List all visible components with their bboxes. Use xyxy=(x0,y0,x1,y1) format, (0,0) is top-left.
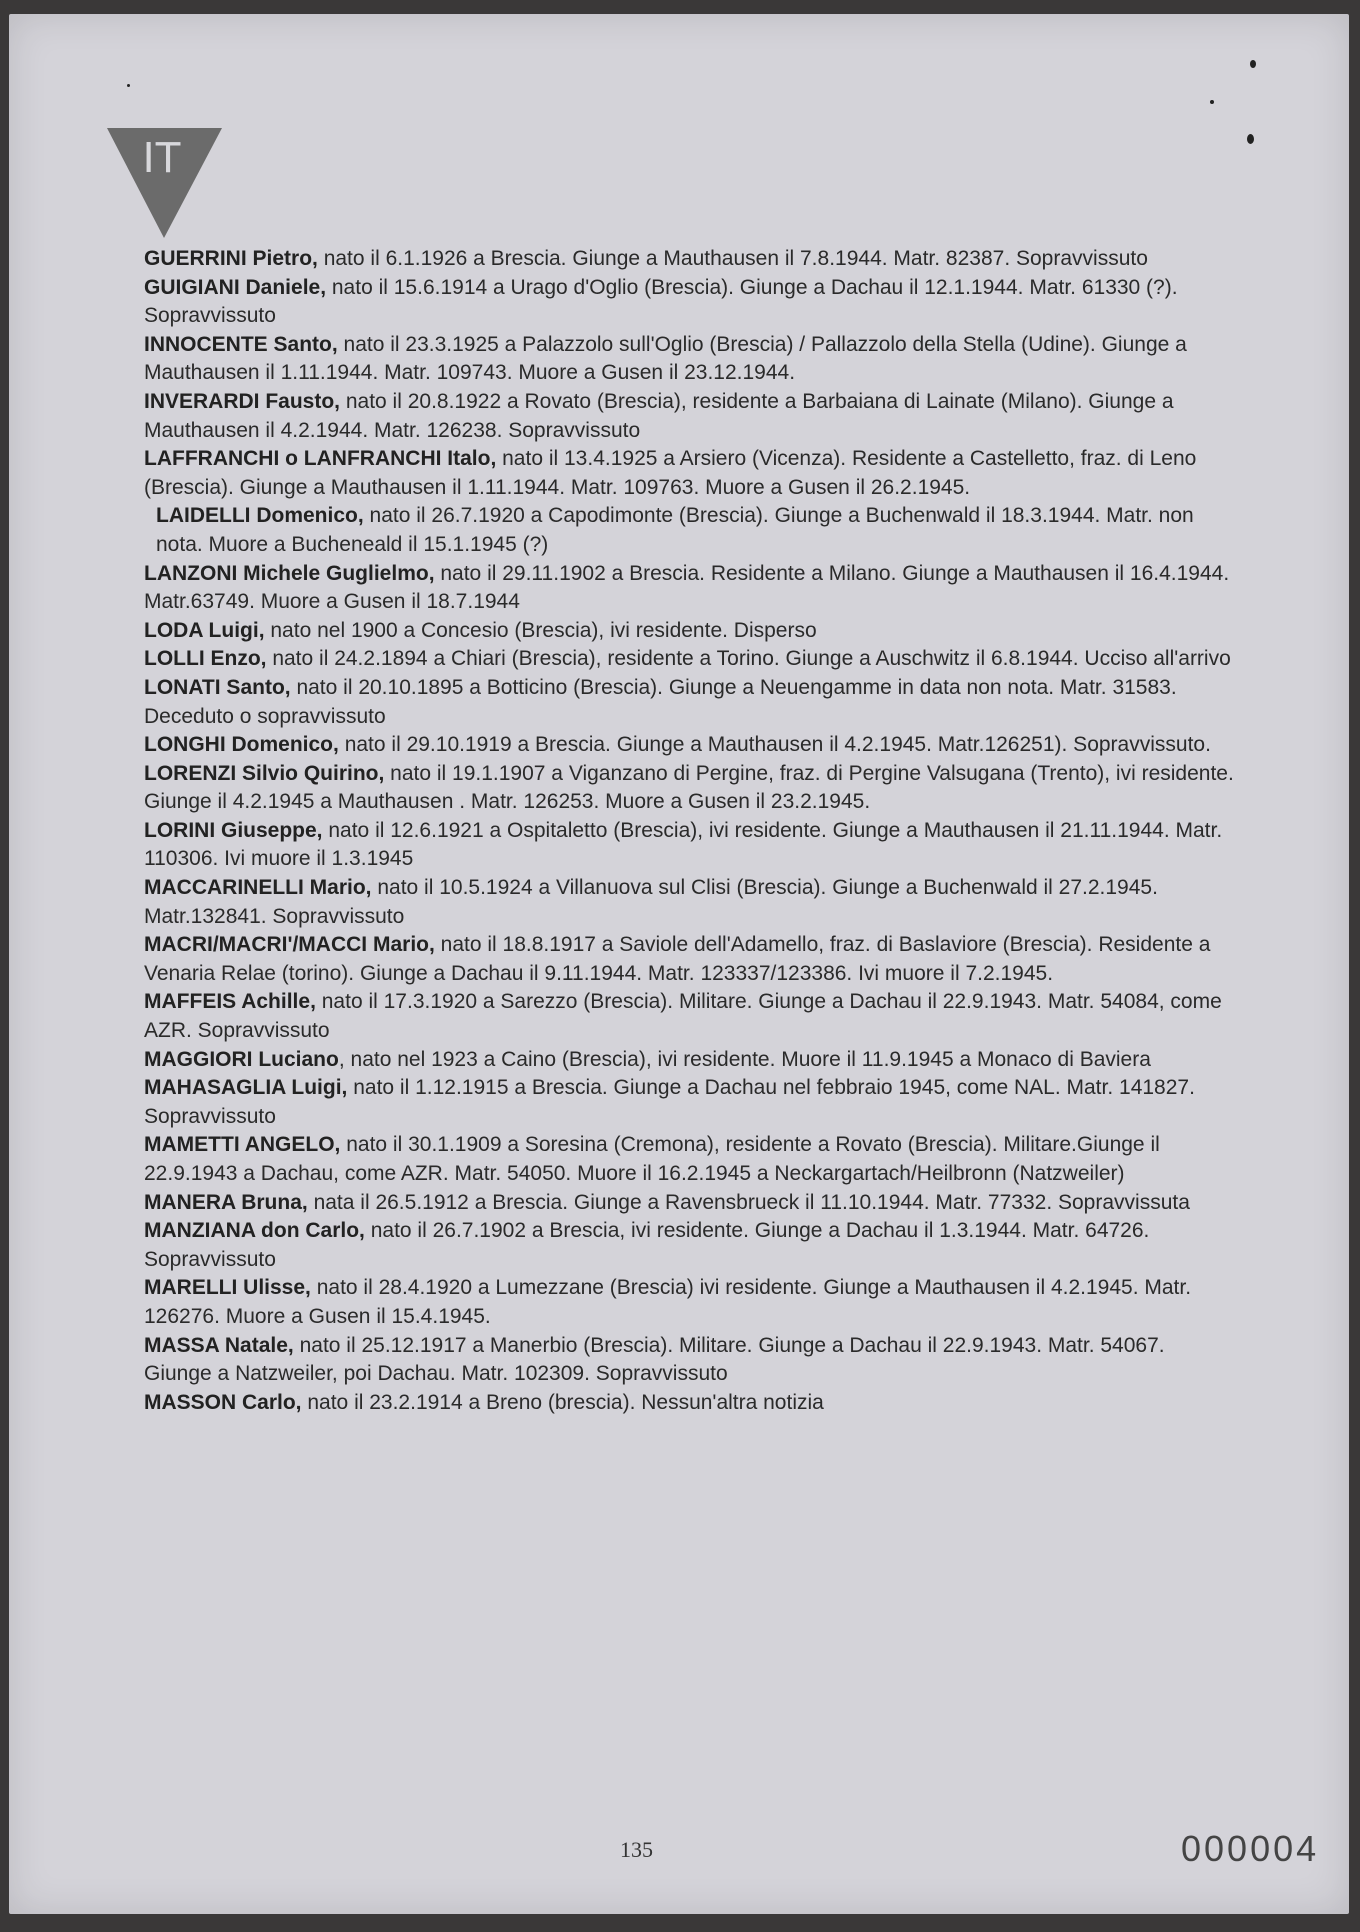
entry-details: nato il 25.12.1917 a Manerbio (Brescia). Militare. Giunge a Dachau il 22.9.1943. Matr. 54067. Giunge a Natzweiler, poi Dachau. Matr. 102309. Sopravvissuto xyxy=(144,1333,1165,1386)
entry-item xyxy=(144,1074,1236,1131)
entry-name: MAHASAGLIA Luigi, xyxy=(144,1076,348,1100)
entry-name: MAGGIORI Luciano xyxy=(144,1047,339,1071)
document-code: 000004 xyxy=(1181,1828,1320,1869)
entry-details: nato il 29.11.1902 a Brescia. Residente a Milano. Giunge a Mauthausen il 16.4.1944. Matr.63749. Muore a Gusen il 18.7.1944 xyxy=(144,561,1230,614)
entry-name: MACCARINELLI Mario, xyxy=(144,876,372,900)
entry-item xyxy=(144,931,1236,988)
ink-speck xyxy=(1250,60,1256,68)
entry-details: nato il 1.12.1915 a Brescia. Giunge a Dachau nel febbraio 1945, come NAL. Matr. 141827. Sopravvissuto xyxy=(144,1076,1195,1128)
entry-details: nato il 20.10.1895 a Botticino (Brescia). Giunge a Neuengamme in data non nota. Matr. 31583. Deceduto o sopravvissuto xyxy=(144,675,1177,728)
entry-name: LONGHI Domenico, xyxy=(144,733,339,757)
entry-name: LORINI Giuseppe, xyxy=(144,818,323,842)
entry-item xyxy=(144,760,1236,817)
entry-item xyxy=(144,388,1236,445)
entry-details: nato il 18.8.1917 a Saviole dell'Adamello, fraz. di Baslaviore (Brescia). Residente a Venaria Relae (torino). Giunge a Dachau il 9.11.1944. Matr. 123337/123386. Ivi muore il 7.2.1945. xyxy=(144,933,1211,985)
entry-details: nato il 17.3.1920 a Sarezzo (Brescia). Militare. Giunge a Dachau il 22.9.1943. Matr. 54084, come AZR. Sopravvissuto xyxy=(144,990,1222,1043)
entry-details: nato il 10.5.1924 a Villanuova sul Clisi (Brescia). Giunge a Buchenwald il 27.2.1945. Matr.132841. Sopravvissuto xyxy=(144,876,1158,928)
entry-item xyxy=(144,874,1236,931)
entry-name: MANERA Bruna, xyxy=(144,1190,308,1214)
entry-details: nato il 20.8.1922 a Rovato (Brescia), residente a Barbaiana di Lainate (Milano). Giunge a Mauthausen il 4.2.1944. Matr. 126238. Sopravvissuto xyxy=(144,389,1174,442)
entry-name: INVERARDI Fausto, xyxy=(144,389,341,413)
entry-item xyxy=(144,645,1236,674)
entry-item xyxy=(144,1131,1236,1188)
entry-details: nato il 19.1.1907 a Viganzano di Pergine, fraz. di Pergine Valsugana (Trento), ivi residente. Giunge il 4.2.1945 a Mauthausen . Matr. 126253. Muore a Gusen il 23.2.1945. xyxy=(144,761,1234,814)
entry-item xyxy=(144,245,1236,274)
entry-item xyxy=(144,1046,1236,1075)
entry-name: MAMETTI ANGELO, xyxy=(144,1133,341,1157)
entry-details: nato il 26.7.1920 a Capodimonte (Brescia). Giunge a Buchenwald il 18.3.1944. Matr. non nota. Muore a Bucheneald il 15.1.1945 (?) xyxy=(156,504,1194,556)
entry-details: nato il 23.2.1914 a Breno (brescia). Nessun'altra notizia xyxy=(301,1390,824,1414)
entry-details: nato il 23.3.1925 a Palazzolo sull'Oglio (Brescia) / Pallazzolo della Stella (Udine). Giunge a Mauthausen il 1.11.1944. Matr. 109743. Muore a Gusen il 23.12.1944. xyxy=(144,332,1187,385)
entry-item xyxy=(144,445,1236,502)
ink-speck xyxy=(1247,134,1254,144)
entry-item xyxy=(144,274,1236,331)
entry-item xyxy=(144,674,1236,731)
ink-speck xyxy=(1210,100,1214,104)
entry-details: nato il 29.10.1919 a Brescia. Giunge a Mauthausen il 4.2.1945. Matr.126251). Sopravvissuto. xyxy=(338,733,1211,757)
entry-name: MASSON Carlo, xyxy=(144,1390,302,1414)
document-page xyxy=(9,14,1349,1914)
entry-name: LORENZI Silvio Quirino, xyxy=(144,761,385,785)
entry-name: LODA Luigi, xyxy=(144,618,265,642)
entry-name: MAFFEIS Achille, xyxy=(144,990,316,1014)
entry-name: LANZONI Michele Guglielmo, xyxy=(144,561,435,585)
entry-details: nato il 6.1.1926 a Brescia. Giunge a Mauthausen il 7.8.1944. Matr. 82387. Sopravvissuto xyxy=(317,247,1148,270)
entry-details: nato il 13.4.1925 a Arsiero (Vicenza). Residente a Castelletto, fraz. di Leno (Brescia). Giunge a Mauthausen il 1.11.1944. Matr. 109763. Muore a Gusen il 26.2.1945. xyxy=(144,447,1197,499)
entry-name: MARELLI Ulisse, xyxy=(144,1276,311,1300)
entry-details: nato il 12.6.1921 a Ospitaletto (Brescia), ivi residente. Giunge a Mauthausen il 21.11.1944. Matr. 110306. Ivi muore il 1.3.1945 xyxy=(144,818,1223,871)
entry-item xyxy=(144,988,1236,1045)
entry-name: MACRI/MACRI'/MACCI Mario, xyxy=(144,933,435,957)
entry-list xyxy=(144,245,1236,1417)
entry-details: nato il 15.6.1914 a Urago d'Oglio (Brescia). Giunge a Dachau il 12.1.1944. Matr. 61330 (?). Sopravvissuto xyxy=(144,275,1178,328)
entry-item xyxy=(144,817,1236,874)
entry-name: MANZIANA don Carlo, xyxy=(144,1219,365,1243)
entry-name: MASSA Natale, xyxy=(144,1333,294,1357)
entry-item xyxy=(144,331,1236,388)
entry-details: , nato nel 1923 a Caino (Brescia), ivi residente. Muore il 11.9.1945 a Monaco di Baviera xyxy=(338,1047,1151,1071)
entry-item xyxy=(144,731,1236,760)
entry-name: INNOCENTE Santo, xyxy=(144,332,338,356)
ink-speck xyxy=(127,84,130,87)
entry-details: nato il 28.4.1920 a Lumezzane (Brescia) ivi residente. Giunge a Mauthausen il 4.2.1945. Matr. 126276. Muore a Gusen il 15.4.1945. xyxy=(144,1276,1192,1328)
entry-name: LAFFRANCHI o LANFRANCHI Italo, xyxy=(144,447,497,471)
badge-label: IT xyxy=(142,133,182,182)
entry-item xyxy=(144,1389,1236,1418)
country-badge xyxy=(107,128,222,238)
entry-item xyxy=(144,502,1236,559)
entry-details: nata il 26.5.1912 a Brescia. Giunge a Ravensbrueck il 11.10.1944. Matr. 77332. Sopravvissuta xyxy=(307,1190,1190,1214)
entry-item xyxy=(144,1217,1236,1274)
entry-item xyxy=(144,1274,1236,1331)
entry-name: LAIDELLI Domenico, xyxy=(156,504,364,528)
entry-name: GUERRINI Pietro, xyxy=(144,247,318,270)
entry-details: nato il 30.1.1909 a Soresina (Cremona), residente a Rovato (Brescia). Militare.Giunge il 22.9.1943 a Dachau, come AZR. Matr. 54050. Muore il 16.2.1945 a Neckargartach/Heilbronn (Natzweiler) xyxy=(144,1133,1160,1185)
entry-item xyxy=(144,560,1236,617)
entry-name: LONATI Santo, xyxy=(144,675,291,699)
entry-details: nato il 26.7.1902 a Brescia, ivi residente. Giunge a Dachau il 1.3.1944. Matr. 64726. Sopravvissuto xyxy=(144,1219,1150,1271)
entry-name: GUIGIANI Daniele, xyxy=(144,275,327,299)
page-number: 135 xyxy=(620,1837,653,1862)
entry-item xyxy=(144,1189,1236,1218)
triangle-icon xyxy=(107,128,222,238)
entry-item xyxy=(144,617,1236,646)
entry-details: nato il 24.2.1894 a Chiari (Brescia), residente a Torino. Giunge a Auschwitz il 6.8.1944. Ucciso all'arrivo xyxy=(266,647,1231,671)
entry-details: nato nel 1900 a Concesio (Brescia), ivi residente. Disperso xyxy=(264,618,817,642)
entry-name: LOLLI Enzo, xyxy=(144,647,267,671)
entry-item xyxy=(144,1332,1236,1389)
